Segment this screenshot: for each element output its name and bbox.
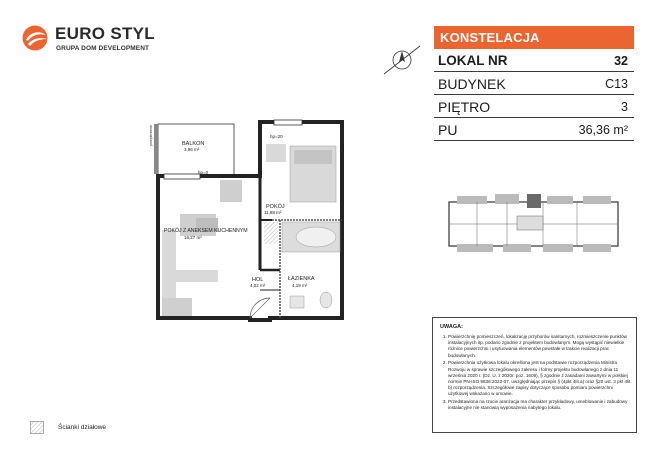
building-key-plan	[447, 188, 620, 260]
info-value: 36,36 m²	[578, 123, 628, 137]
unit-info-panel	[434, 26, 634, 141]
brand-name: EURO STYL	[55, 24, 155, 43]
notes-box	[432, 317, 637, 433]
note-item: 3. Przedstawiona na rzucie aranżacja ma charakter przykładowy, umeblowanie i zabudowy instalacyjne nie stanowią wyposażenia nabytego lokalu.	[448, 399, 633, 411]
sill-label-2: hp=0	[198, 170, 209, 175]
room-lazienka-area: 4,19 m²	[292, 283, 308, 288]
room-pokoj-aneks-name: POKÓJ Z ANEKSEM KUCHENNYM	[164, 228, 248, 234]
room-hol-area: 4,02 m²	[250, 283, 266, 288]
room-pokoj-aneks-area: 16,27 m²	[184, 235, 202, 240]
eurostyl-logo-mark-icon	[22, 25, 48, 51]
info-row-pu	[434, 118, 634, 141]
info-row-lokal	[434, 49, 634, 72]
eurostyl-logo	[22, 22, 172, 62]
note-item: 2. Powierzchnia użytkowa lokalu określona jest na podstawie rozporządzenia Ministra Rozwoju w sprawie szczegółowego zakresu i formy projektu budowlanego z dnia 11 września 2020 r. (Dz. U. z 2020r. poz. 1609), § zgodnie z zasadami zawartymi w polskiej normie PN-ISO 9836:2022-07, uwzględniając przepis § (4pkt 4lit.a) oraz §20 ust. 3 pkt 4lit. b) rozporządzenia. Szczegółowe zapisy dotyczące sposobu pomiaru powierzchni użytkowej wskazano w umowie.	[448, 360, 633, 397]
info-row-budynek	[434, 72, 634, 95]
north-arrow-icon	[380, 38, 424, 82]
partition-hatch-icon	[30, 421, 44, 434]
room-balkon-area: 3,96 m²	[184, 147, 200, 152]
info-label: PU	[438, 122, 458, 138]
highlighted-unit	[527, 194, 541, 208]
brand-tagline: GRUPA DOM DEVELOPMENT	[56, 45, 150, 52]
info-label: LOKAL NR	[438, 53, 508, 68]
balcony-partition	[154, 124, 158, 174]
side-label: przepierzenie	[149, 124, 153, 146]
project-name: KONSTELACJA	[434, 26, 634, 49]
sill-label-1: hp=20	[270, 134, 283, 139]
info-value: 32	[614, 54, 628, 68]
room-lazienka-name: ŁAZIENKA	[288, 276, 315, 282]
info-value: 3	[621, 100, 628, 114]
notes-title: UWAGA:	[440, 324, 463, 330]
info-label: PIĘTRO	[438, 99, 491, 115]
info-value: C13	[605, 77, 628, 91]
room-pokoj-area: 11,88 m²	[264, 210, 282, 215]
info-row-pietro	[434, 95, 634, 118]
info-label: BUDYNEK	[438, 76, 506, 92]
notes-list	[439, 334, 633, 413]
floor-plan	[140, 110, 360, 340]
note-item: 1. Powierzchnię pomieszczeń, lokalizację przyborów sanitarnych, rozmieszczenie punktów instalacyjnych itp. podano zgodnie z projektem budowlanym. Mogą wystąpić niewielkie różnice powierzchni i usytuowania elementów powstałe w trakcie realizacji prac budowlanych.	[448, 334, 633, 359]
room-pokoj-name: POKÓJ	[266, 204, 285, 210]
legend-label: Ścianki działowe	[58, 424, 107, 431]
room-hol-name: HOL	[252, 277, 264, 283]
room-balkon-name: BALKON	[182, 141, 205, 147]
